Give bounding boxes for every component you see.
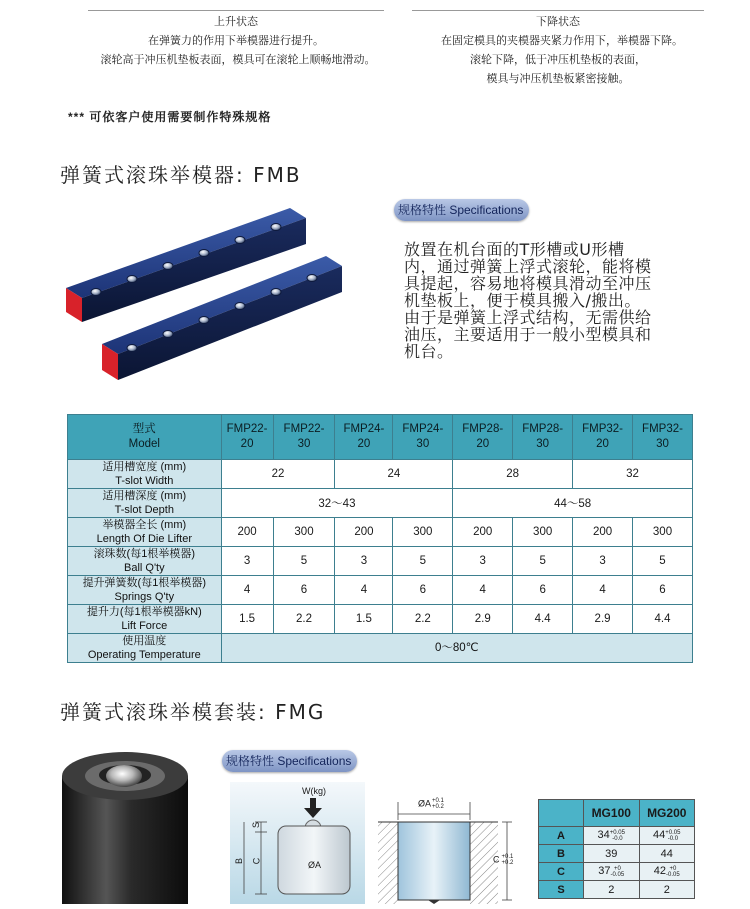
row-label: 适用槽宽度 (mm) T-slot Width bbox=[68, 460, 222, 489]
table-cell: 4.4 bbox=[513, 605, 573, 634]
table-header-row bbox=[539, 800, 695, 827]
table-row bbox=[68, 634, 693, 663]
table-cell: 2 bbox=[639, 881, 695, 899]
table-cell: 34+0.05 -0.0 bbox=[584, 827, 640, 845]
table-cell: 5 bbox=[633, 547, 693, 576]
row-label: 滚珠数(每1根举模器) Ball Q'ty bbox=[68, 547, 222, 576]
table-cell: 200 bbox=[221, 518, 273, 547]
load-label: W(kg) bbox=[302, 786, 326, 796]
model-cell: FMP32- 30 bbox=[633, 415, 693, 460]
divider bbox=[412, 10, 704, 11]
rise-state-block bbox=[86, 10, 386, 70]
table-cell: 6 bbox=[513, 576, 573, 605]
table-cell: 200 bbox=[335, 518, 393, 547]
lower-state-line: 在固定模具的夹模器夹紧力作用下，举模器下降。 bbox=[441, 35, 683, 47]
row-key: B bbox=[539, 845, 584, 863]
table-cell: 5 bbox=[513, 547, 573, 576]
fmg-spec-label: 规格特性 Specifications bbox=[222, 750, 357, 772]
table-cell: 6 bbox=[633, 576, 693, 605]
table-cell: 2.2 bbox=[393, 605, 453, 634]
ball-unit-illustration bbox=[58, 748, 193, 904]
table-row bbox=[68, 576, 693, 605]
model-cell: FMP24- 30 bbox=[393, 415, 453, 460]
lower-state-line: 模具与冲压机垫板紧密接触。 bbox=[486, 73, 630, 85]
model-cell: FMP32- 20 bbox=[573, 415, 633, 460]
table-cell: 300 bbox=[273, 518, 335, 547]
column-header: MG100 bbox=[584, 800, 640, 827]
table-cell: 4 bbox=[573, 576, 633, 605]
bore-section-svg bbox=[378, 792, 528, 904]
table-cell: 4 bbox=[221, 576, 273, 605]
table-cell: 3 bbox=[573, 547, 633, 576]
model-cell: FMP28- 30 bbox=[513, 415, 573, 460]
table-cell: 2.9 bbox=[573, 605, 633, 634]
table-cell: 44～58 bbox=[453, 489, 693, 518]
c-label: C bbox=[251, 857, 262, 865]
row-label: 使用温度 Operating Temperature bbox=[68, 634, 222, 663]
table-cell: 5 bbox=[273, 547, 335, 576]
table-cell: 300 bbox=[393, 518, 453, 547]
a-label: ØA bbox=[308, 860, 322, 870]
die-lifter-bars-illustration bbox=[60, 200, 350, 390]
row-label: 举模器全长 (mm) Length Of Die Lifter bbox=[68, 518, 222, 547]
table-cell: 39 bbox=[584, 845, 640, 863]
corner-cell bbox=[539, 800, 584, 827]
lower-state-line: 滚轮下降，低于冲压机垫板的表面， bbox=[470, 54, 646, 66]
rise-state-line: 在弹簧力的作用下举模器进行提升。 bbox=[148, 35, 324, 47]
fmb-product-image bbox=[60, 200, 350, 390]
table-cell: 44+0.05 -0.0 bbox=[639, 827, 695, 845]
row-key: A bbox=[539, 827, 584, 845]
custom-spec-note: *** 可依客户使用需要制作特殊规格 bbox=[68, 110, 272, 124]
bore-a-label: ØA+0.1 +0.2 bbox=[418, 798, 444, 810]
table-cell: 2.2 bbox=[273, 605, 335, 634]
table-cell: 37 +0 -0.05 bbox=[584, 863, 640, 881]
table-row bbox=[539, 845, 695, 863]
table-cell: 3 bbox=[453, 547, 513, 576]
row-key: S bbox=[539, 881, 584, 899]
column-header: MG200 bbox=[639, 800, 695, 827]
table-cell: 3 bbox=[335, 547, 393, 576]
lower-state-title: 下降状态 bbox=[536, 16, 580, 28]
table-row bbox=[68, 547, 693, 576]
table-cell: 2.9 bbox=[453, 605, 513, 634]
row-label: 提升力(每1根举模器kN) Lift Force bbox=[68, 605, 222, 634]
model-cell: FMP22- 20 bbox=[221, 415, 273, 460]
table-cell: 2 bbox=[584, 881, 640, 899]
table-cell: 24 bbox=[335, 460, 453, 489]
table-row bbox=[539, 881, 695, 899]
model-cell: FMP22- 30 bbox=[273, 415, 335, 460]
table-cell: 28 bbox=[453, 460, 573, 489]
table-cell: 1.5 bbox=[335, 605, 393, 634]
table-cell: 5 bbox=[393, 547, 453, 576]
fmb-description: 放置在机台面的T形槽或U形槽内，通过弹簧上浮式滚轮，能将模具提起，容易地将模具滑动至冲压机垫板上，便于模具搬入/搬出。由于是弹簧上浮式结构，无需供给油压，主要适用于一般小型模具和机台。 bbox=[404, 240, 652, 361]
table-cell: 22 bbox=[221, 460, 335, 489]
lower-state-block bbox=[412, 10, 704, 89]
table-cell: 44 bbox=[639, 845, 695, 863]
bore-diagram bbox=[378, 792, 528, 904]
table-row bbox=[68, 518, 693, 547]
table-cell: 3 bbox=[221, 547, 273, 576]
divider bbox=[88, 10, 384, 11]
table-cell: 6 bbox=[273, 576, 335, 605]
table-cell: 32 bbox=[573, 460, 693, 489]
table-cell: 200 bbox=[573, 518, 633, 547]
table-cell: 300 bbox=[633, 518, 693, 547]
table-cell: 4.4 bbox=[633, 605, 693, 634]
table-cell: 1.5 bbox=[221, 605, 273, 634]
model-cell: FMP24- 20 bbox=[335, 415, 393, 460]
load-diagram bbox=[230, 782, 365, 904]
s-label: S bbox=[251, 821, 262, 829]
bore-c-label: C +0.1 +0.2 bbox=[493, 854, 514, 866]
rise-state-title: 上升状态 bbox=[214, 16, 258, 28]
fmb-section-title: 弹簧式滚珠举模器: FMB bbox=[60, 163, 302, 187]
b-label: B bbox=[234, 857, 245, 865]
row-key: C bbox=[539, 863, 584, 881]
table-row bbox=[68, 460, 693, 489]
fmg-dimension-table bbox=[538, 799, 695, 899]
model-cell: FMP28- 20 bbox=[453, 415, 513, 460]
fmb-spec-label: 规格特性 Specifications bbox=[394, 199, 529, 221]
table-cell: 200 bbox=[453, 518, 513, 547]
table-cell: 6 bbox=[393, 576, 453, 605]
model-header-cell: 型式 Model bbox=[68, 415, 222, 460]
table-row bbox=[68, 489, 693, 518]
table-row bbox=[68, 605, 693, 634]
load-section-svg bbox=[230, 782, 365, 904]
table-cell: 42 +0 -0.05 bbox=[639, 863, 695, 881]
table-row bbox=[539, 863, 695, 881]
table-cell: 4 bbox=[335, 576, 393, 605]
table-cell: 4 bbox=[453, 576, 513, 605]
table-cell: 32～43 bbox=[221, 489, 453, 518]
fmb-spec-table bbox=[67, 414, 693, 663]
table-cell: 300 bbox=[513, 518, 573, 547]
table-cell: 0～80℃ bbox=[221, 634, 692, 663]
table-row bbox=[539, 827, 695, 845]
row-label: 提升弹簧数(每1根举模器) Springs Q'ty bbox=[68, 576, 222, 605]
table-header-row bbox=[68, 415, 693, 460]
fmg-section-title: 弹簧式滚珠举模套装: FMG bbox=[60, 700, 326, 724]
row-label: 适用槽深度 (mm) T-slot Depth bbox=[68, 489, 222, 518]
rise-state-line: 滚轮高于冲压机垫板表面，模具可在滚轮上顺畅地滑动。 bbox=[100, 54, 376, 66]
fmg-product-image bbox=[58, 748, 193, 904]
